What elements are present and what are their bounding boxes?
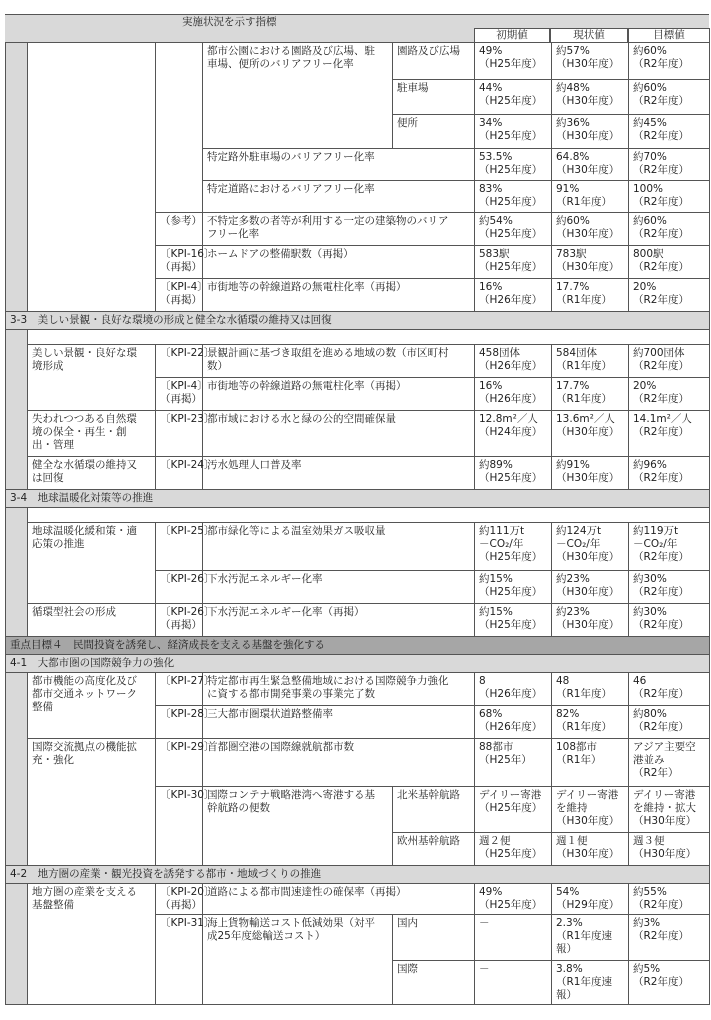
kpi-label: 〔KPI-28〕 bbox=[156, 706, 203, 739]
target-value: 約96% （R2年度） bbox=[629, 457, 710, 490]
indicator-cell: 下水汚泥エネルギー化率 bbox=[203, 571, 475, 604]
target-value: 約60% （R2年度） bbox=[629, 80, 710, 115]
initial-value-header: 初期値 bbox=[474, 28, 550, 42]
kpi-label: 〔KPI-26〕 （再掲） bbox=[156, 604, 203, 637]
current-value: 108都市 （R1年） bbox=[552, 739, 629, 787]
current-value: 約60% （H30年度） bbox=[552, 213, 629, 246]
current-value: 54% （H29年度） bbox=[552, 884, 629, 915]
target-value: 約60% （R2年度） bbox=[629, 213, 710, 246]
indicator-cell: 景観計画に基づき取組を進める地域の数（市区町村 数） bbox=[203, 345, 475, 378]
current-value-header: 現状値 bbox=[550, 28, 628, 42]
target-value: アジア主要空 港並み （R2年） bbox=[629, 739, 710, 787]
policy-cell: 地球温暖化緩和策・適 応策の推進 bbox=[28, 523, 156, 604]
indicator-table bbox=[5, 42, 710, 1005]
kpi-label: 〔KPI-20〕 （再掲） bbox=[156, 884, 203, 915]
initial-value: 16% （H26年度） bbox=[475, 378, 552, 411]
initial-value: 16% （H26年度） bbox=[475, 279, 552, 312]
table-row bbox=[6, 673, 710, 706]
initial-value: 49% （H25年度） bbox=[475, 43, 552, 80]
kpi-label: 〔KPI-4〕 （再掲） bbox=[156, 279, 203, 312]
target-value: 20% （R2年度） bbox=[629, 378, 710, 411]
initial-value: 8 （H26年度） bbox=[475, 673, 552, 706]
target-value: 14.1m²／人 （R2年度） bbox=[629, 411, 710, 457]
indicator-cell: 市街地等の幹線道路の無電柱化率（再掲） bbox=[203, 378, 475, 411]
current-value: 17.7% （R1年度） bbox=[552, 378, 629, 411]
current-value: 3.8% （R1年度速 報） bbox=[552, 961, 629, 1005]
goal-heading: 重点目標４ 民間投資を誘発し、経済成長を支える基盤を強化する bbox=[6, 637, 710, 655]
section-row bbox=[6, 490, 710, 508]
initial-value: 83% （H25年度） bbox=[475, 181, 552, 213]
section-row bbox=[6, 866, 710, 884]
kpi-label: 〔KPI-30〕 bbox=[156, 787, 203, 833]
current-value: 584団体 （R1年度） bbox=[552, 345, 629, 378]
initial-value: － bbox=[475, 961, 552, 1005]
target-value: 約5% （R2年度） bbox=[629, 961, 710, 1005]
initial-value: 約15% （H25年度） bbox=[475, 571, 552, 604]
initial-value: 49% （H25年度） bbox=[475, 884, 552, 915]
indicator-header: 実施状況を示す指標 bbox=[182, 16, 277, 28]
current-value: 91% （R1年度） bbox=[552, 181, 629, 213]
target-value: 約119万t －CO₂/年 （R2年度） bbox=[629, 523, 710, 571]
initial-value: 週２便 （H25年度） bbox=[475, 833, 552, 866]
current-value: 48 （R1年度） bbox=[552, 673, 629, 706]
sub-indicator: 便所 bbox=[393, 115, 475, 149]
target-value: 約70% （R2年度） bbox=[629, 149, 710, 181]
section-heading: 3-4 地球温暖化対策等の推進 bbox=[6, 490, 710, 508]
indicator-cell: 特定都市再生緊急整備地域における国際競争力強化 に資する都市開発事業の事業完了数 bbox=[203, 673, 475, 706]
indicator-cell: 都市公園における園路及び広場、駐 車場、便所のバリアフリー化率 bbox=[203, 43, 393, 149]
target-value: 週３便 （H30年度） bbox=[629, 833, 710, 866]
current-value: 約48% （H30年度） bbox=[552, 80, 629, 115]
policy-cell: 地方圏の産業を支える 基盤整備 bbox=[28, 884, 156, 1005]
kpi-label: 〔KPI-26〕 bbox=[156, 571, 203, 604]
kpi-label: 〔KPI-22〕 bbox=[156, 345, 203, 378]
indicator-cell: ホームドアの整備駅数（再掲） bbox=[203, 246, 475, 279]
policy-cell: 健全な水循環の維持又 は回復 bbox=[28, 457, 156, 490]
target-value: 約700団体 （R2年度） bbox=[629, 345, 710, 378]
table-row bbox=[6, 43, 710, 80]
indicator-cell: 道路による都市間速達性の確保率（再掲） bbox=[203, 884, 475, 915]
initial-value: 88都市 （H25年） bbox=[475, 739, 552, 787]
initial-value: 68% （H26年度） bbox=[475, 706, 552, 739]
policy-cell: 失われつつある自然環 境の保全・再生・創 出・管理 bbox=[28, 411, 156, 457]
table-row bbox=[6, 884, 710, 915]
target-value: 20% （R2年度） bbox=[629, 279, 710, 312]
section-heading: 4-1 大都市圏の国際競争力の強化 bbox=[6, 655, 710, 673]
policy-cell: 都市機能の高度化及び 都市交通ネットワーク 整備 bbox=[28, 673, 156, 739]
current-value: 2.3% （R1年度速 報） bbox=[552, 915, 629, 961]
current-value: 82% （R1年度） bbox=[552, 706, 629, 739]
indicator-cell: 海上貨物輸送コスト低減効果（対平 成25年度総輸送コスト） bbox=[203, 915, 393, 1005]
target-value-header: 目標値 bbox=[628, 28, 710, 42]
kpi-label: 〔KPI-25〕 bbox=[156, 523, 203, 571]
indicator-cell: 汚水処理人口普及率 bbox=[203, 457, 475, 490]
current-value: 64.8% （H30年度） bbox=[552, 149, 629, 181]
indicator-cell: 特定道路におけるバリアフリー化率 bbox=[203, 181, 475, 213]
initial-value: 約15% （H25年度） bbox=[475, 604, 552, 637]
kpi-label: 〔KPI-29〕 bbox=[156, 739, 203, 787]
current-value: 約124万t －CO₂/年 （H30年度） bbox=[552, 523, 629, 571]
kpi-label: 〔KPI-24〕 bbox=[156, 457, 203, 490]
indicator-cell: 特定路外駐車場のバリアフリー化率 bbox=[203, 149, 475, 181]
indicator-cell: 首都圏空港の国際線就航都市数 bbox=[203, 739, 475, 787]
sub-indicator: 園路及び広場 bbox=[393, 43, 475, 80]
initial-value: 34% （H25年度） bbox=[475, 115, 552, 149]
indicator-cell: 不特定多数の者等が利用する一定の建築物のバリア フリー化率 bbox=[203, 213, 475, 246]
kpi-label: 〔KPI-27〕 bbox=[156, 673, 203, 706]
current-value: 約23% （H30年度） bbox=[552, 604, 629, 637]
indicator-cell: 都市域における水と緑の公的空間確保量 bbox=[203, 411, 475, 457]
initial-value: 約111万t －CO₂/年 （H25年度） bbox=[475, 523, 552, 571]
sub-indicator: 北米基幹航路 bbox=[393, 787, 475, 833]
current-value: 約91% （H30年度） bbox=[552, 457, 629, 490]
indicator-cell: 下水汚泥エネルギー化率（再掲） bbox=[203, 604, 475, 637]
initial-value: 約54% （H25年度） bbox=[475, 213, 552, 246]
target-value: 約30% （R2年度） bbox=[629, 604, 710, 637]
kpi-label: 〔KPI-31〕 bbox=[156, 915, 203, 961]
table-row bbox=[6, 411, 710, 457]
policy-cell: 国際交流拠点の機能拡 充・強化 bbox=[28, 739, 156, 866]
current-value: 約36% （H30年度） bbox=[552, 115, 629, 149]
indicator-cell: 国際コンテナ戦略港湾へ寄港する基 幹航路の便数 bbox=[203, 787, 393, 866]
section-heading: 4-2 地方圏の産業・観光投資を誘発する都市・地域づくりの推進 bbox=[6, 866, 710, 884]
indicator-cell: 三大都市圏環状道路整備率 bbox=[203, 706, 475, 739]
initial-value: 12.8m²／人 （H24年度） bbox=[475, 411, 552, 457]
initial-value: 583駅 （H25年度） bbox=[475, 246, 552, 279]
sub-indicator: 欧州基幹航路 bbox=[393, 833, 475, 866]
section-heading: 3-3 美しい景観・良好な環境の形成と健全な水循環の維持又は回復 bbox=[6, 312, 710, 330]
current-value: デイリー寄港 を維持 （H30年度） bbox=[552, 787, 629, 833]
section-row bbox=[6, 655, 710, 673]
section-row bbox=[6, 312, 710, 330]
current-value: 17.7% （R1年度） bbox=[552, 279, 629, 312]
goal-row bbox=[6, 637, 710, 655]
target-value: 約80% （R2年度） bbox=[629, 706, 710, 739]
target-value: 約30% （R2年度） bbox=[629, 571, 710, 604]
initial-value: デイリー寄港 （H25年度） bbox=[475, 787, 552, 833]
target-value: 100% （R2年度） bbox=[629, 181, 710, 213]
table-row bbox=[6, 345, 710, 378]
policy-cell: 循環型社会の形成 bbox=[28, 604, 156, 637]
initial-value: 458団体 （H26年度） bbox=[475, 345, 552, 378]
spacer-row bbox=[6, 330, 710, 345]
target-value: 800駅 （R2年度） bbox=[629, 246, 710, 279]
initial-value: 約89% （H25年度） bbox=[475, 457, 552, 490]
target-value: 約45% （R2年度） bbox=[629, 115, 710, 149]
current-value: 約57% （H30年度） bbox=[552, 43, 629, 80]
current-value: 週１便 （H30年度） bbox=[552, 833, 629, 866]
indicator-cell: 市街地等の幹線道路の無電柱化率（再掲） bbox=[203, 279, 475, 312]
kpi-label: 〔KPI-16〕 （再掲） bbox=[156, 246, 203, 279]
initial-value: 53.5% （H25年度） bbox=[475, 149, 552, 181]
initial-value: － bbox=[475, 915, 552, 961]
target-value: デイリー寄港 を維持・拡大 （H30年度） bbox=[629, 787, 710, 833]
target-value: 約60% （R2年度） bbox=[629, 43, 710, 80]
table-row bbox=[6, 604, 710, 637]
kpi-label: （参考） bbox=[156, 213, 203, 246]
indicator-cell: 都市緑化等による温室効果ガス吸収量 bbox=[203, 523, 475, 571]
initial-value: 44% （H25年度） bbox=[475, 80, 552, 115]
target-value: 46 （R2年度） bbox=[629, 673, 710, 706]
kpi-label: 〔KPI-23〕 bbox=[156, 411, 203, 457]
sub-indicator: 国際 bbox=[393, 961, 475, 1005]
target-value: 約3% （R2年度） bbox=[629, 915, 710, 961]
sub-indicator: 国内 bbox=[393, 915, 475, 961]
kpi-label: 〔KPI-4〕 （再掲） bbox=[156, 378, 203, 411]
spacer-row bbox=[6, 508, 710, 523]
table-row bbox=[6, 739, 710, 787]
current-value: 13.6m²／人 （H30年度） bbox=[552, 411, 629, 457]
current-value: 783駅 （H30年度） bbox=[552, 246, 629, 279]
target-value: 約55% （R2年度） bbox=[629, 884, 710, 915]
table-row bbox=[6, 523, 710, 571]
policy-cell: 美しい景観・良好な環 境形成 bbox=[28, 345, 156, 411]
sub-indicator: 駐車場 bbox=[393, 80, 475, 115]
current-value: 約23% （H30年度） bbox=[552, 571, 629, 604]
table-row bbox=[6, 457, 710, 490]
